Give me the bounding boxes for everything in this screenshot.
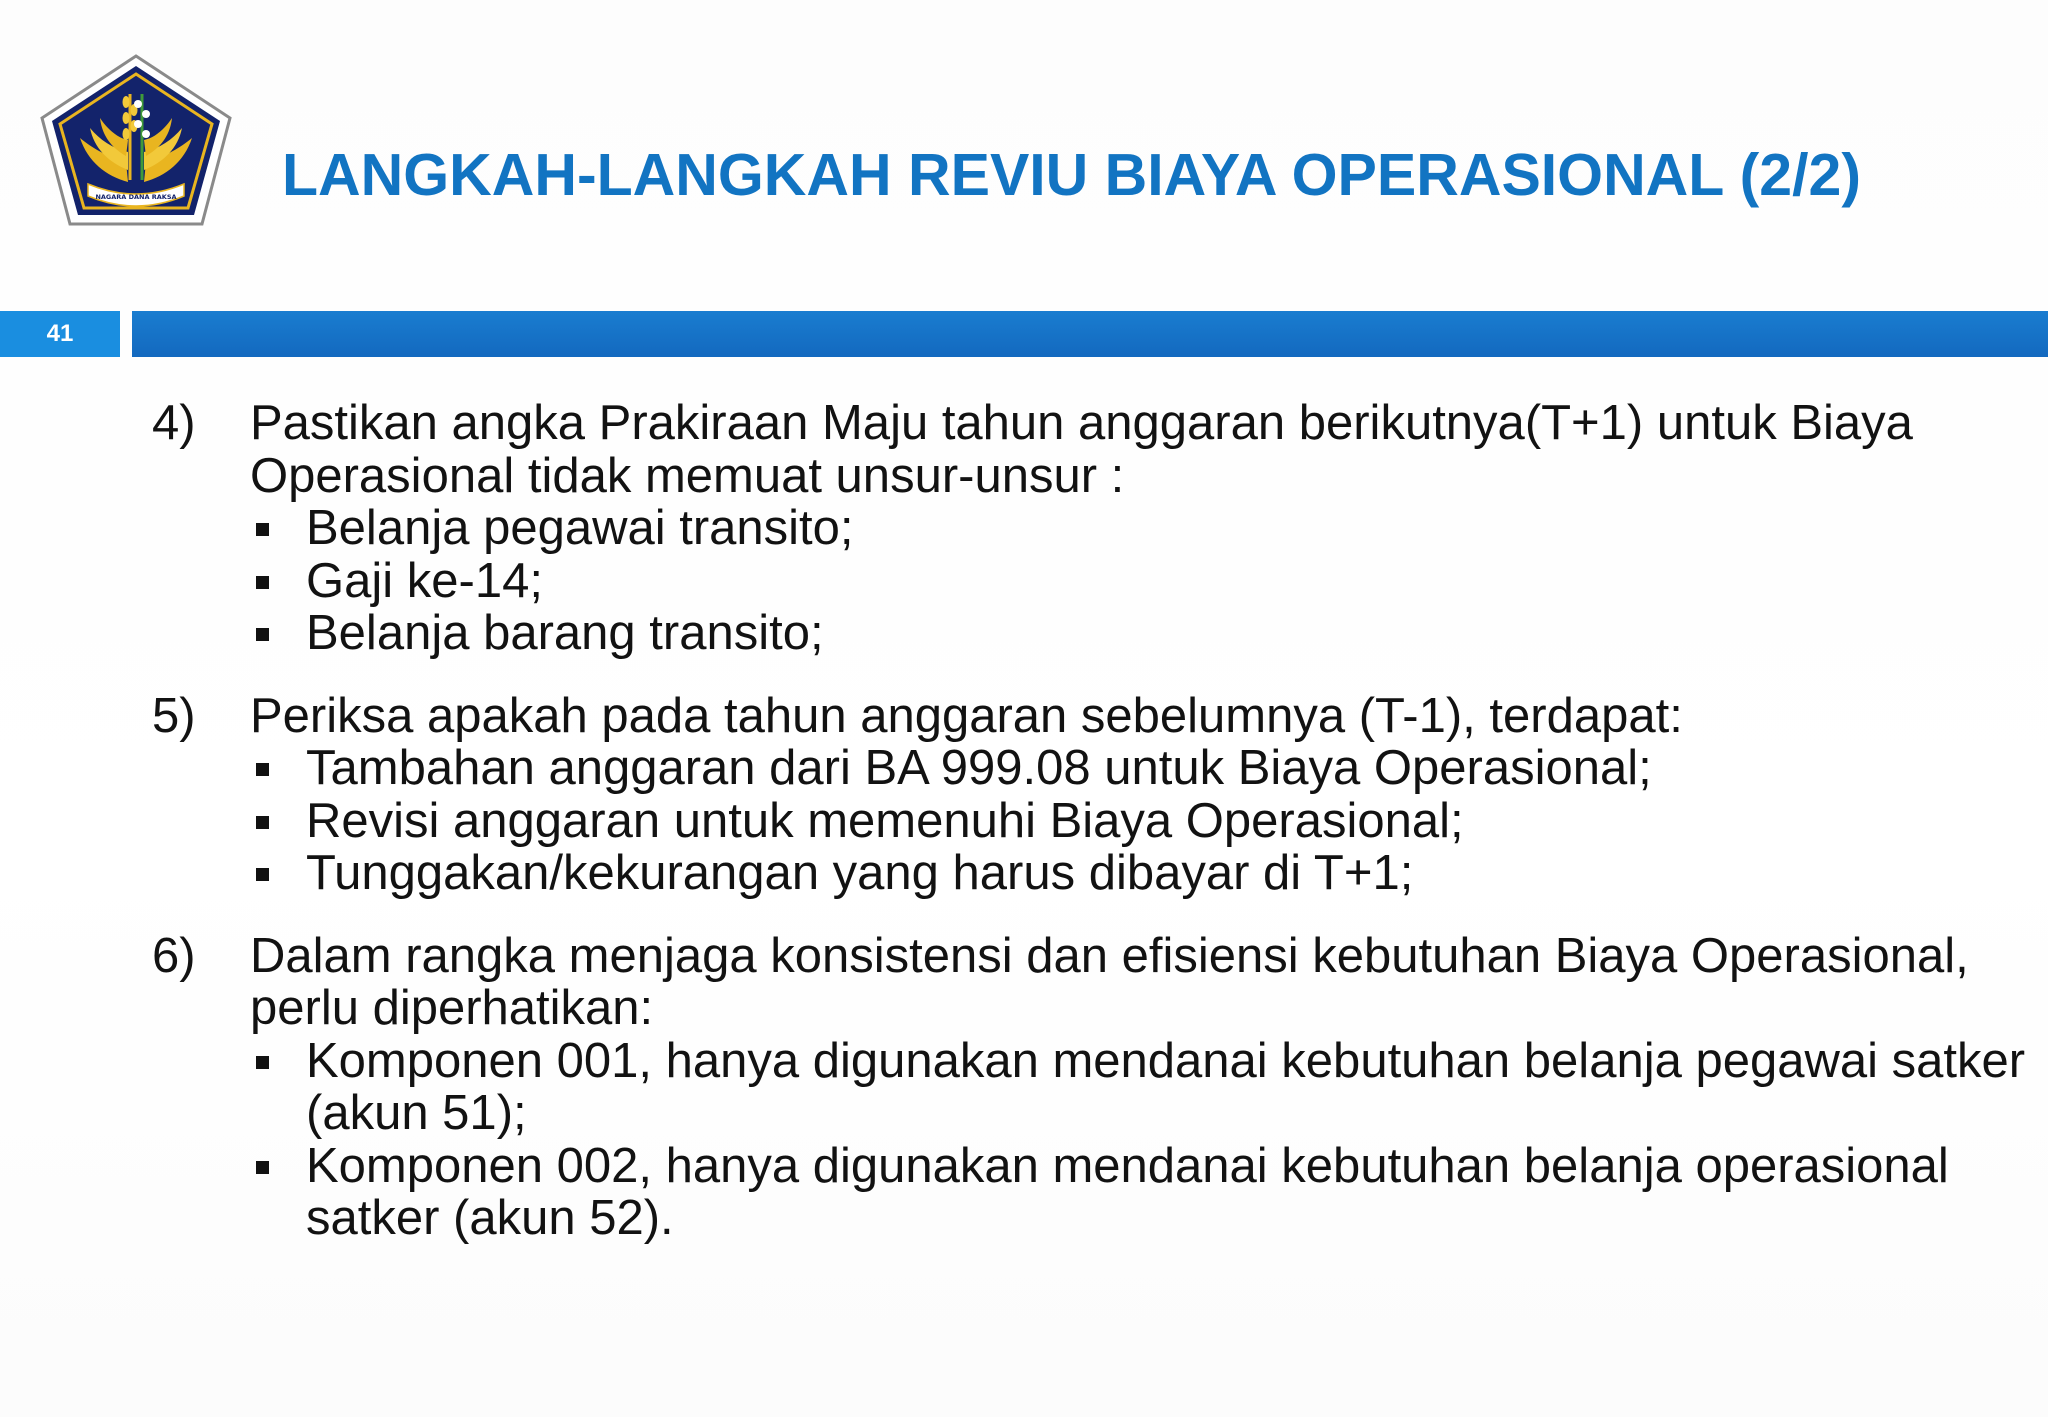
content-list <box>152 397 2032 1245</box>
list-item <box>152 397 2032 660</box>
item-text: Periksa apakah pada tahun anggaran sebelumnya (T-1), terdapat: <box>250 688 1683 743</box>
kementerian-keuangan-emblem-icon <box>36 52 236 236</box>
sub-item: Revisi anggaran untuk memenuhi Biaya Operasional; <box>250 795 2032 848</box>
list-item <box>152 930 2032 1245</box>
item-number: 6) <box>152 928 196 983</box>
item-number: 5) <box>152 688 196 743</box>
sub-list <box>250 1035 2032 1245</box>
sub-item: Komponen 001, hanya digunakan mendanai kebutuhan belanja pegawai satker (akun 51); <box>250 1035 2032 1140</box>
sub-item: Tambahan anggaran dari BA 999.08 untuk Biaya Operasional; <box>250 742 2032 795</box>
sub-item: Gaji ke-14; <box>250 555 2032 608</box>
header-bar <box>132 311 2048 357</box>
sub-item: Tunggakan/kekurangan yang harus dibayar di T+1; <box>250 847 2032 900</box>
slide-title: LANGKAH-LANGKAH REVIU BIAYA OPERASIONAL (2/2) <box>282 142 1861 208</box>
sub-item: Komponen 002, hanya digunakan mendanai kebutuhan belanja operasional satker (akun 52). <box>250 1140 2032 1245</box>
item-number: 4) <box>152 396 196 450</box>
sub-item: Belanja barang transito; <box>250 607 2032 660</box>
sub-item: Belanja pegawai transito; <box>250 502 2032 555</box>
svg-text:NAGARA DANA RAKSA: NAGARA DANA RAKSA <box>95 193 177 201</box>
item-text: Dalam rangka menjaga konsistensi dan efisiensi kebutuhan Biaya Operasional, perlu diperhatikan: <box>250 928 1969 1035</box>
page-number: 41 <box>0 311 120 357</box>
sub-list <box>250 742 2032 900</box>
list-item <box>152 690 2032 900</box>
item-text: Pastikan angka Prakiraan Maju tahun anggaran berikutnya(T+1) untuk Biaya Operasional tidak memuat unsur-unsur : <box>250 396 1913 503</box>
sub-list <box>250 502 2032 660</box>
